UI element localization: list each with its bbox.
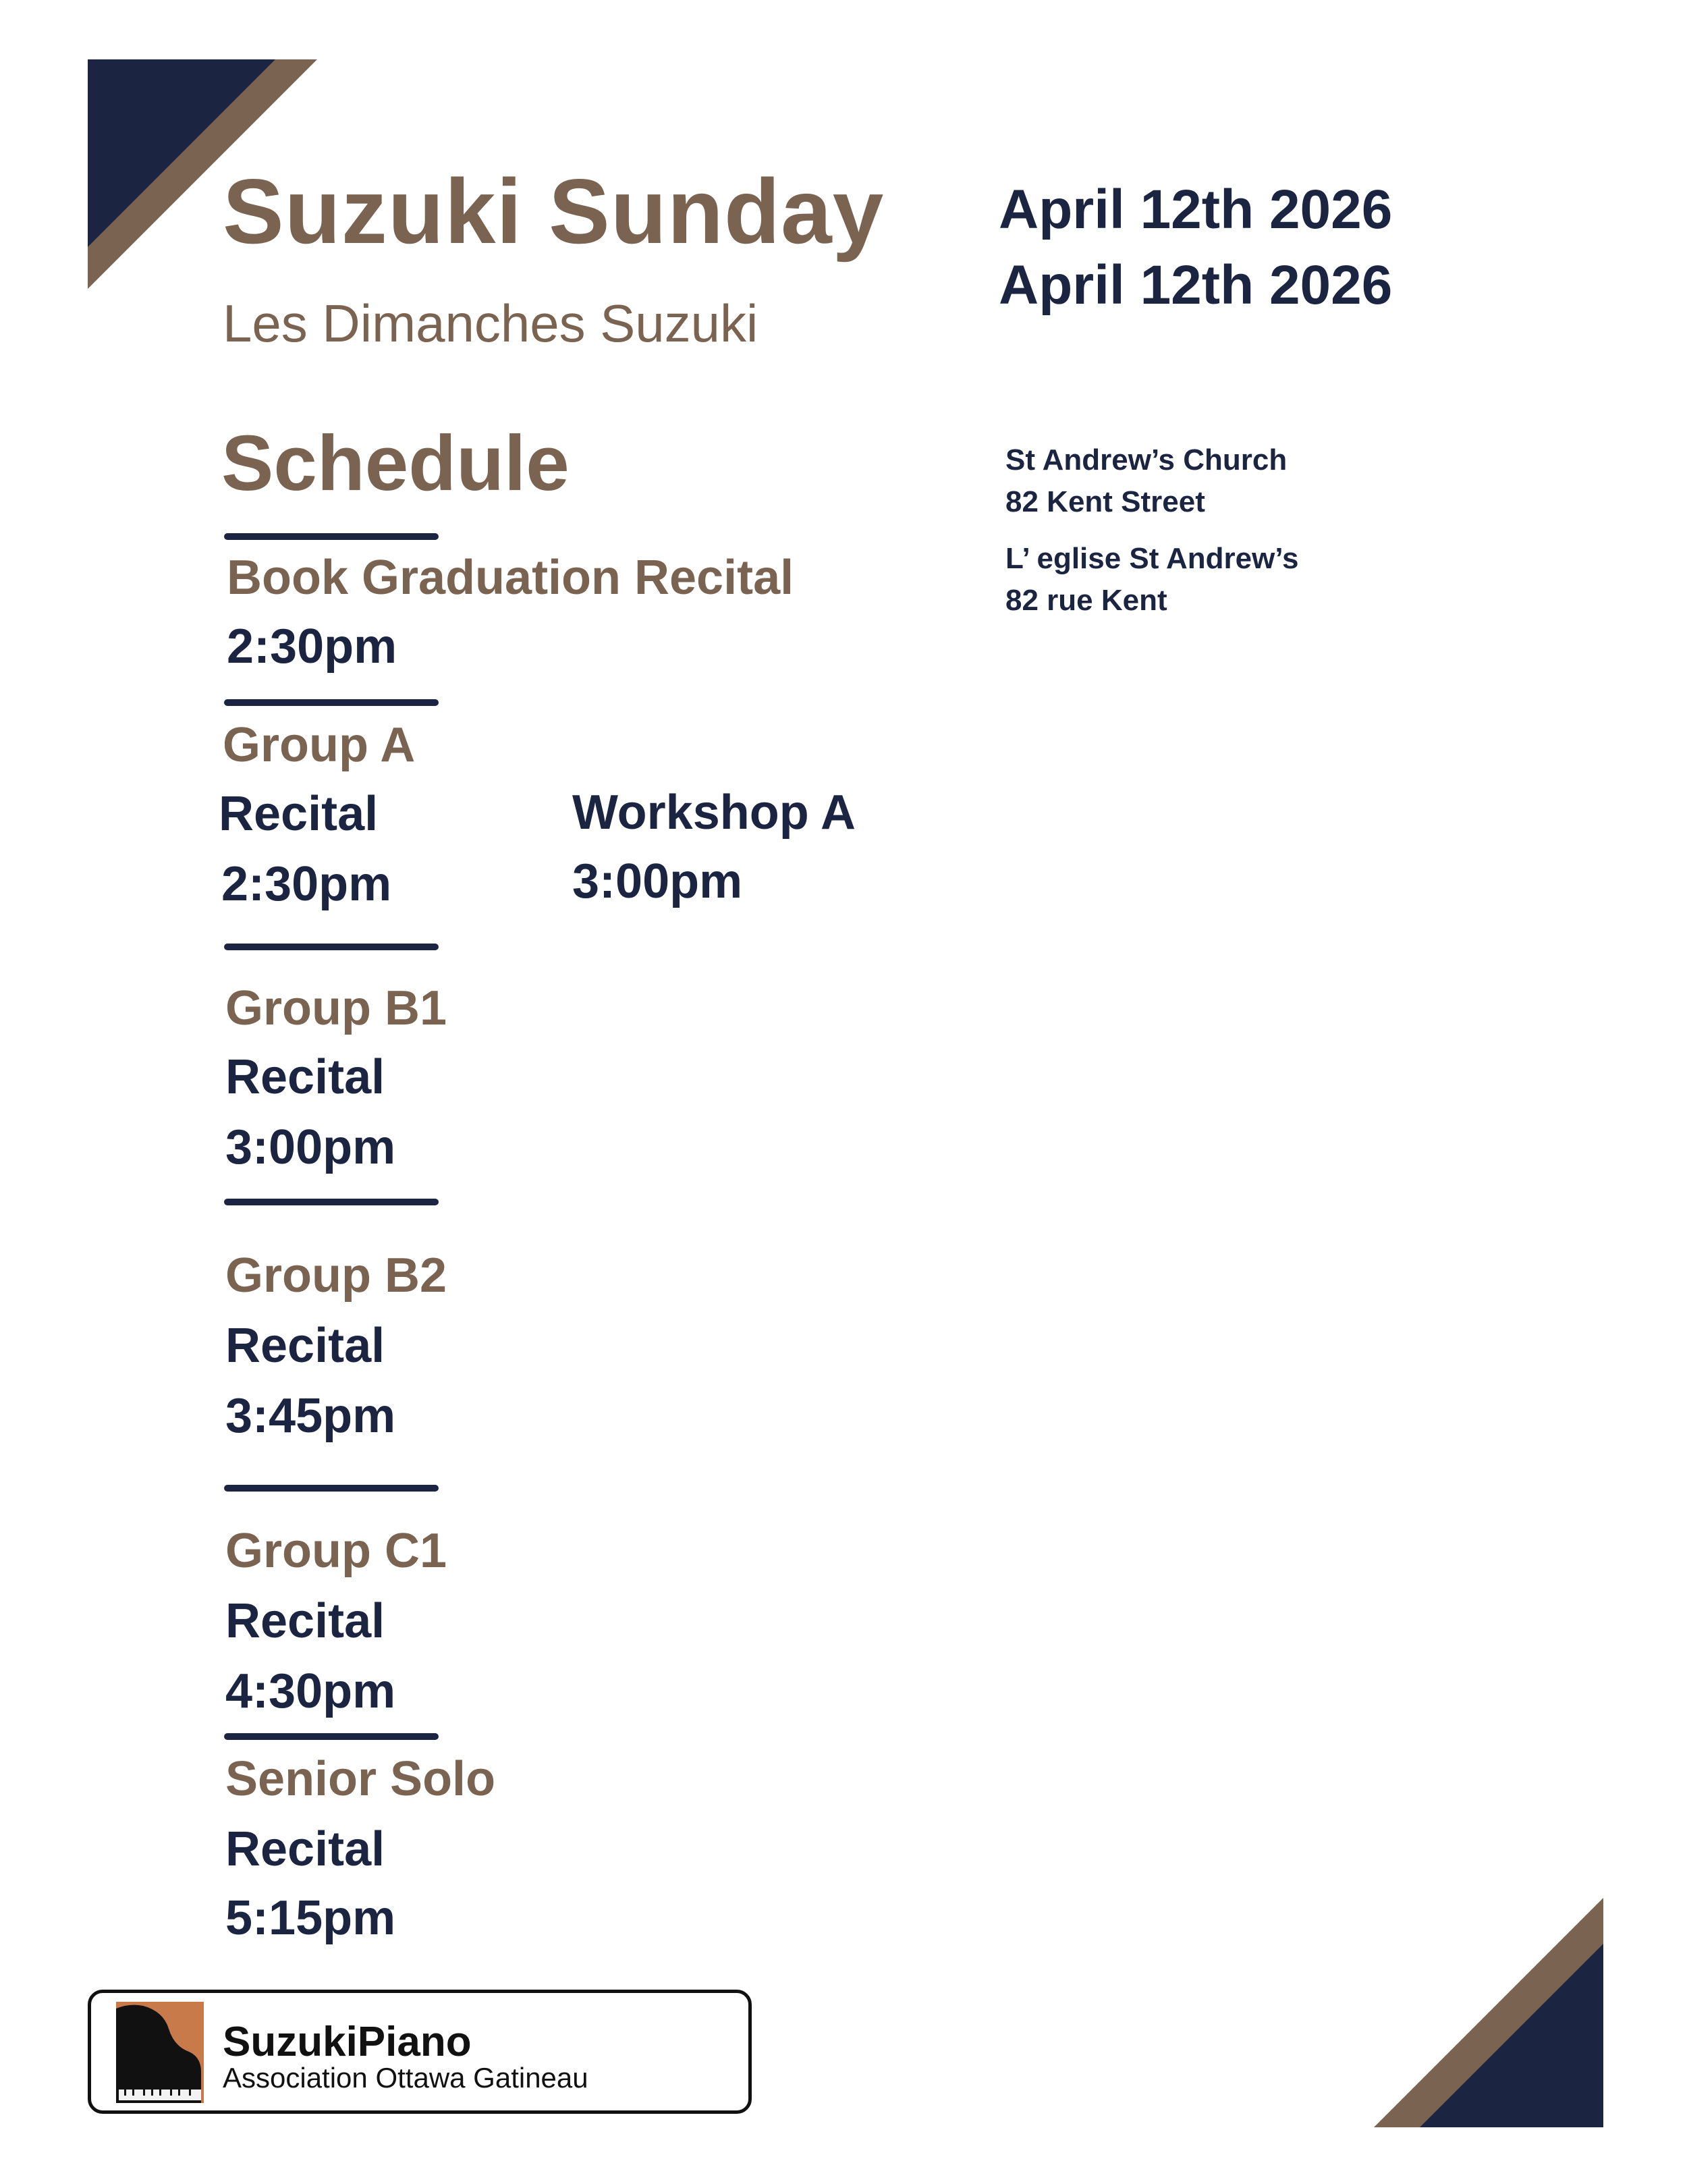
venue-name-french: L’ eglise St Andrew’s	[1005, 542, 1299, 575]
book-graduation-title: Book Graduation Recital	[227, 551, 794, 605]
event-subtitle-french: Les Dimanches Suzuki	[223, 294, 758, 353]
divider	[224, 1485, 439, 1492]
group-b1-title: Group B1	[225, 981, 447, 1035]
senior-solo-time: 5:15pm	[225, 1891, 396, 1945]
group-a-workshop-time: 3:00pm	[572, 854, 743, 908]
group-b2-title: Group B2	[225, 1249, 447, 1303]
event-date: April 12th 2026	[999, 179, 1393, 240]
divider	[224, 944, 439, 950]
venue-address-french: 82 rue Kent	[1005, 584, 1167, 617]
group-a-recital-time: 2:30pm	[221, 857, 392, 911]
group-c1-title: Group C1	[225, 1524, 447, 1578]
group-b2-label: Recital	[225, 1319, 385, 1373]
book-graduation-time: 2:30pm	[227, 620, 397, 674]
event-date-repeat: April 12th 2026	[999, 254, 1393, 316]
senior-solo-title: Senior Solo	[225, 1752, 496, 1806]
divider	[224, 1199, 439, 1205]
group-b1-label: Recital	[225, 1050, 385, 1104]
divider	[224, 1733, 439, 1740]
venue-name-english: St Andrew’s Church	[1005, 443, 1288, 476]
grand-piano-logo-icon	[116, 2002, 204, 2103]
venue-address-english: 82 Kent Street	[1005, 485, 1205, 518]
divider	[224, 533, 439, 540]
group-b1-time: 3:00pm	[225, 1120, 396, 1174]
group-a-workshop-label: Workshop A	[572, 786, 856, 840]
event-title: Suzuki Sunday	[223, 160, 885, 263]
schedule-heading: Schedule	[221, 419, 570, 507]
bottom-right-corner-decoration	[1374, 1898, 1603, 2127]
group-c1-label: Recital	[225, 1594, 385, 1648]
logo-subtitle: Association Ottawa Gatineau	[223, 2062, 588, 2094]
group-c1-time: 4:30pm	[225, 1664, 396, 1718]
group-a-recital-label: Recital	[219, 787, 379, 841]
logo-title: SuzukiPiano	[223, 2019, 472, 2065]
group-a-title: Group A	[223, 718, 416, 772]
senior-solo-label: Recital	[225, 1822, 385, 1876]
group-b2-time: 3:45pm	[225, 1389, 396, 1443]
divider	[224, 699, 439, 706]
